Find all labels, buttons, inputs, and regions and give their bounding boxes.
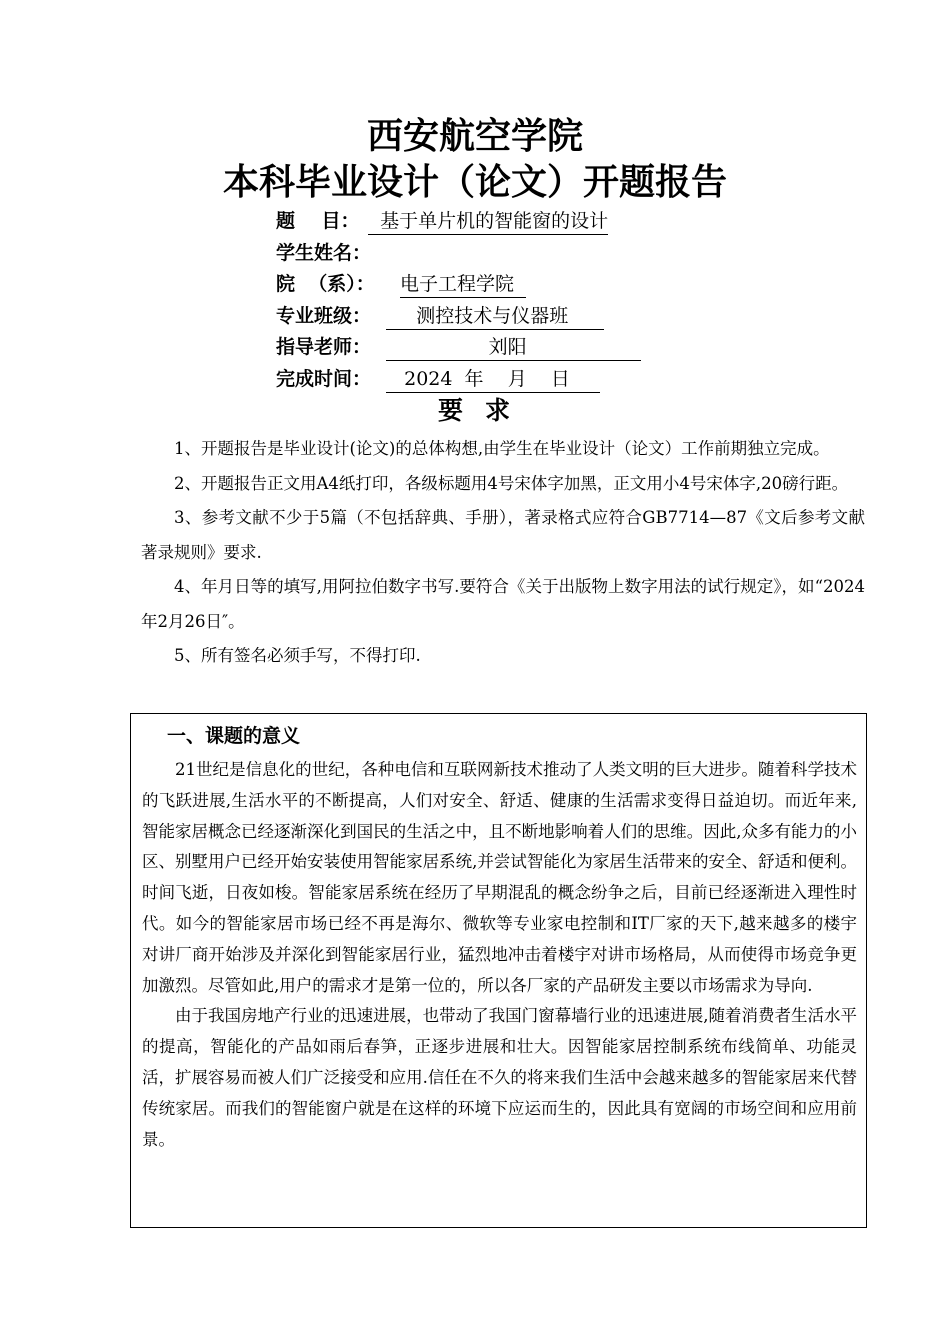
date-value: 2024 年 月 日 xyxy=(386,366,600,393)
advisor-label: 指导老师： xyxy=(276,336,372,359)
class-label: 专业班级： xyxy=(276,304,372,327)
section-body xyxy=(142,755,868,1155)
requirements-list xyxy=(141,432,865,674)
student-name-label: 学生姓名： xyxy=(276,241,372,264)
requirement-item: 1、开题报告是毕业设计(论文)的总体构想,由学生在毕业设计（论文）工作前期独立完成。 xyxy=(174,439,830,458)
body-paragraph: 21世纪是信息化的世纪，各种电信和互联网新技术推动了人类文明的巨大进步。随着科学技术的飞跃进展,生活水平的不断提高，人们对安全、舒适、健康的生活需求变得日益迫切。而近年来,智能家居概念已经逐渐深化到国民的生活之中，且不断地影响着人们的思维。因此,众多有能力的小区、别墅用户已经开始安装使用智能家居系统,并尝试智能化为家居生活带来的安全、舒适和便利。 时间飞逝，日夜如梭。智能家居系统在经历了早期混乱的概念纷争之后，目前已经逐渐进入理性时代。如今的智能家居市场已经不再是海尔、微软等专业家电控制和IT厂家的天下,越来越多的楼宇对讲厂商开始涉及并深化到智能家居行业，猛烈地冲击着楼宇对讲市场格局，从而使得市场竞争更加激烈。尽管如此,用户的需求才是第一位的，所以各厂家的产品研发主要以市场需求为导向. xyxy=(142,760,868,995)
requirement-item: 5、所有签名必须手写，不得打印. xyxy=(174,646,421,665)
section-heading: 一、课题的意义 xyxy=(167,725,301,747)
info-row-advisor xyxy=(276,332,641,364)
topic-value: 基于单片机的智能窗的设计 xyxy=(368,208,608,235)
advisor-value: 刘阳 xyxy=(386,334,641,361)
info-row-class xyxy=(276,301,641,333)
info-row-student xyxy=(276,238,641,270)
class-value: 测控技术与仪器班 xyxy=(386,303,604,330)
requirement-item: 4、年月日等的填写,用阿拉伯数字书写.要符合《关于出版物上数字用法的试行规定》，如“2024年2月26日″。 xyxy=(141,577,865,631)
requirements-title: 要求 xyxy=(437,396,532,425)
date-label: 完成时间： xyxy=(276,367,372,390)
significance-section xyxy=(130,713,867,1228)
body-paragraph: 由于我国房地产行业的迅速进展，也带动了我国门窗幕墙行业的迅速进展,随着消费者生活水平的提高，智能化的产品如雨后春笋，正逐步进展和壮大。因智能家居控制系统布线简单、功能灵活，扩展容易而被人们广泛接受和应用.信任在不久的将来我们生活中会越来越多的智能家居来代替传统家居。而我们的智能窗户就是在这样的环境下应运而生的，因此具有宽阔的市场空间和应用前景。 xyxy=(142,1006,857,1149)
info-row-date xyxy=(276,364,641,396)
info-row-topic xyxy=(276,206,641,238)
requirement-item: 2、开题报告正文用A4纸打印，各级标题用4号宋体字加黑，正文用小4号宋体字,20磅行距。 xyxy=(174,473,849,493)
department-value: 电子工程学院 xyxy=(400,271,526,298)
info-block xyxy=(276,206,641,396)
info-row-department xyxy=(276,269,641,301)
report-title: 本科毕业设计（论文）开题报告 xyxy=(222,161,727,203)
requirement-item: 3、参考文献不少于5篇（不包括辞典、手册），著录格式应符合GB7714—87《文后参考文献著录规则》要求. xyxy=(141,508,865,562)
department-label: 院 （系）： xyxy=(276,273,375,296)
topic-label: 题 目： xyxy=(276,210,360,232)
school-name: 西安航空学院 xyxy=(366,115,583,157)
